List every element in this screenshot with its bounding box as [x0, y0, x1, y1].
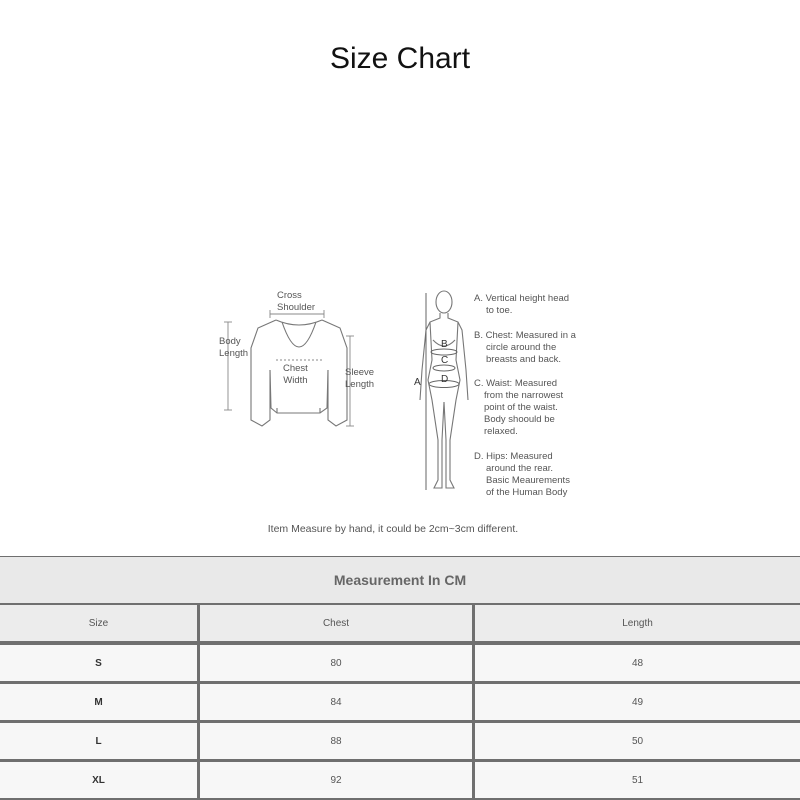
- legend-line: Body shoould be: [484, 414, 555, 425]
- header-chest: Chest: [200, 605, 472, 641]
- row-xl-chest: 92: [200, 762, 472, 798]
- legend-b: [474, 330, 576, 366]
- legend-a: [474, 293, 569, 317]
- row-l-size: L: [0, 723, 197, 759]
- row-m-chest: 84: [200, 684, 472, 720]
- label-line: Cross: [277, 290, 302, 301]
- legend-line: from the narrowest: [484, 390, 564, 401]
- legend-line: C. Waist: Measured: [474, 378, 558, 389]
- legend-line: of the Human Body: [486, 487, 568, 498]
- label-line: Chest: [283, 363, 308, 374]
- size-table: [0, 556, 800, 800]
- body-length-label: [219, 336, 248, 360]
- legend-line: breasts and back.: [486, 354, 561, 365]
- legend-line: A. Vertical height head: [474, 293, 570, 304]
- table-caption: Measurement In CM: [0, 557, 800, 603]
- row-m-length: 49: [475, 684, 800, 720]
- cross-shoulder-label: [277, 290, 315, 314]
- label-line: Shoulder: [277, 302, 316, 313]
- header-size: Size: [0, 605, 197, 641]
- human-figure: [420, 291, 468, 488]
- row-l-length: 50: [475, 723, 800, 759]
- sleeve-length-label: [345, 367, 374, 391]
- row-m-size: M: [0, 684, 197, 720]
- row-xl-length: 51: [475, 762, 800, 798]
- marker-b: B: [441, 339, 448, 350]
- marker-a: A: [414, 377, 421, 388]
- legend-line: circle around the: [486, 342, 557, 353]
- label-line: Width: [283, 375, 308, 386]
- legend-line: D. Hips: Measured: [474, 451, 553, 462]
- row-l-chest: 88: [200, 723, 472, 759]
- row-s-length: 48: [475, 645, 800, 681]
- marker-c: C: [441, 355, 449, 366]
- chest-width-label: [283, 363, 308, 387]
- legend-line: point of the waist.: [484, 402, 558, 413]
- label-line: Body: [219, 336, 241, 347]
- label-line: Length: [219, 348, 249, 359]
- legend-d: [474, 451, 570, 499]
- page-title: Size Chart: [329, 42, 471, 75]
- row-s-chest: 80: [200, 645, 472, 681]
- label-line: Length: [345, 379, 375, 390]
- row-s-size: S: [0, 645, 197, 681]
- legend-line: relaxed.: [484, 426, 518, 437]
- marker-d: D: [441, 374, 449, 385]
- measurement-note: Item Measure by hand, it could be 2cm~3cm different.: [267, 523, 519, 535]
- legend-line: around the rear.: [486, 463, 554, 474]
- header-length: Length: [475, 605, 800, 641]
- label-line: Sleeve: [345, 367, 375, 378]
- row-xl-size: XL: [0, 762, 197, 798]
- legend-line: Basic Meaurements: [486, 475, 570, 486]
- legend-line: B. Chest: Measured in a: [474, 330, 576, 341]
- legend-line: to toe.: [486, 305, 513, 316]
- legend-c: [474, 378, 563, 438]
